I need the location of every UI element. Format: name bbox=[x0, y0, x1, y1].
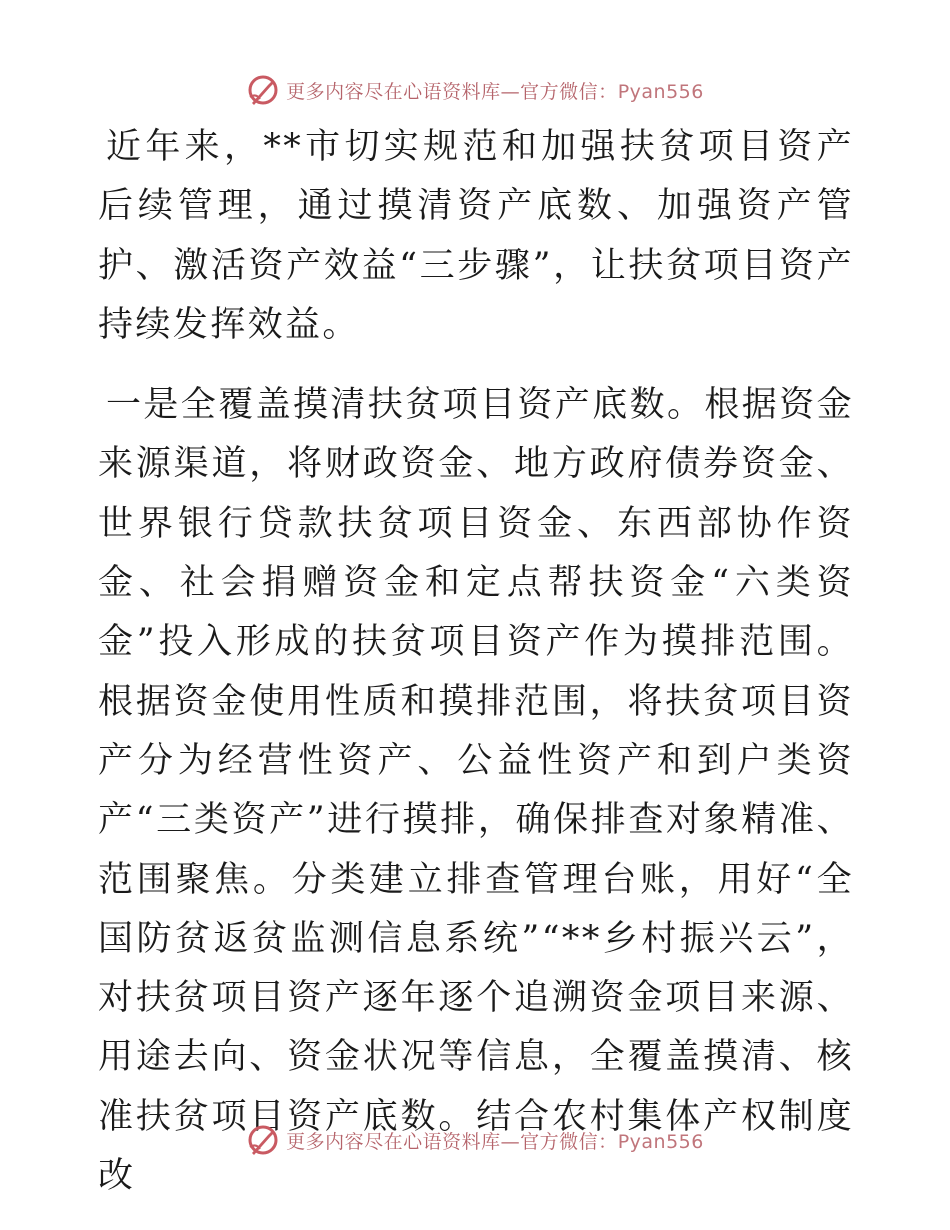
banner-title: 更多内容尽在心语资料库 bbox=[286, 80, 501, 103]
banner-contact-id: Pyan556 bbox=[617, 1130, 704, 1153]
paragraph-intro: 近年来，**市切实规范和加强扶贫项目资产后续管理，通过摸清资产底数、加强资产管护、激活资产效益“三步骤”，让扶贫项目资产持续发挥效益。 bbox=[98, 127, 854, 345]
banner-text bbox=[286, 77, 704, 104]
banner-separator: — bbox=[500, 80, 521, 103]
document-body bbox=[98, 118, 854, 1206]
pen-logo-icon bbox=[246, 73, 280, 107]
banner-contact-id: Pyan556 bbox=[617, 80, 704, 103]
banner-text bbox=[286, 1127, 704, 1154]
pen-logo-icon bbox=[246, 1123, 280, 1157]
paragraph-step-one: 一是全覆盖摸清扶贫项目资产底数。根据资金来源渠道，将财政资金、地方政府债券资金、世界银行贷款扶贫项目资金、东西部协作资金、社会捐赠资金和定点帮扶资金“六类资金”投入形成的扶贫项目资产作为摸排范围。根据资金使用性质和摸排范围，将扶贫项目资产分为经营性资产、公益性资产和到户类资产“三类资产”进行摸排，确保排查对象精准、范围聚焦。分类建立排查管理台账，用好“全国防贫返贫监测信息系统”“**乡村振兴云”，对扶贫项目资产逐年逐个追溯资金项目来源、用途去向、资金状况等信息，全覆盖摸清、核准扶贫项目资产底数。结合农村集体产权制度改 bbox=[98, 385, 855, 1197]
banner-title: 更多内容尽在心语资料库 bbox=[286, 1130, 501, 1153]
banner-contact-label: 官方微信： bbox=[520, 80, 618, 103]
footer-banner bbox=[0, 1120, 950, 1160]
banner-separator: — bbox=[500, 1130, 521, 1153]
banner-contact-label: 官方微信： bbox=[520, 1130, 618, 1153]
header-banner bbox=[0, 70, 950, 110]
